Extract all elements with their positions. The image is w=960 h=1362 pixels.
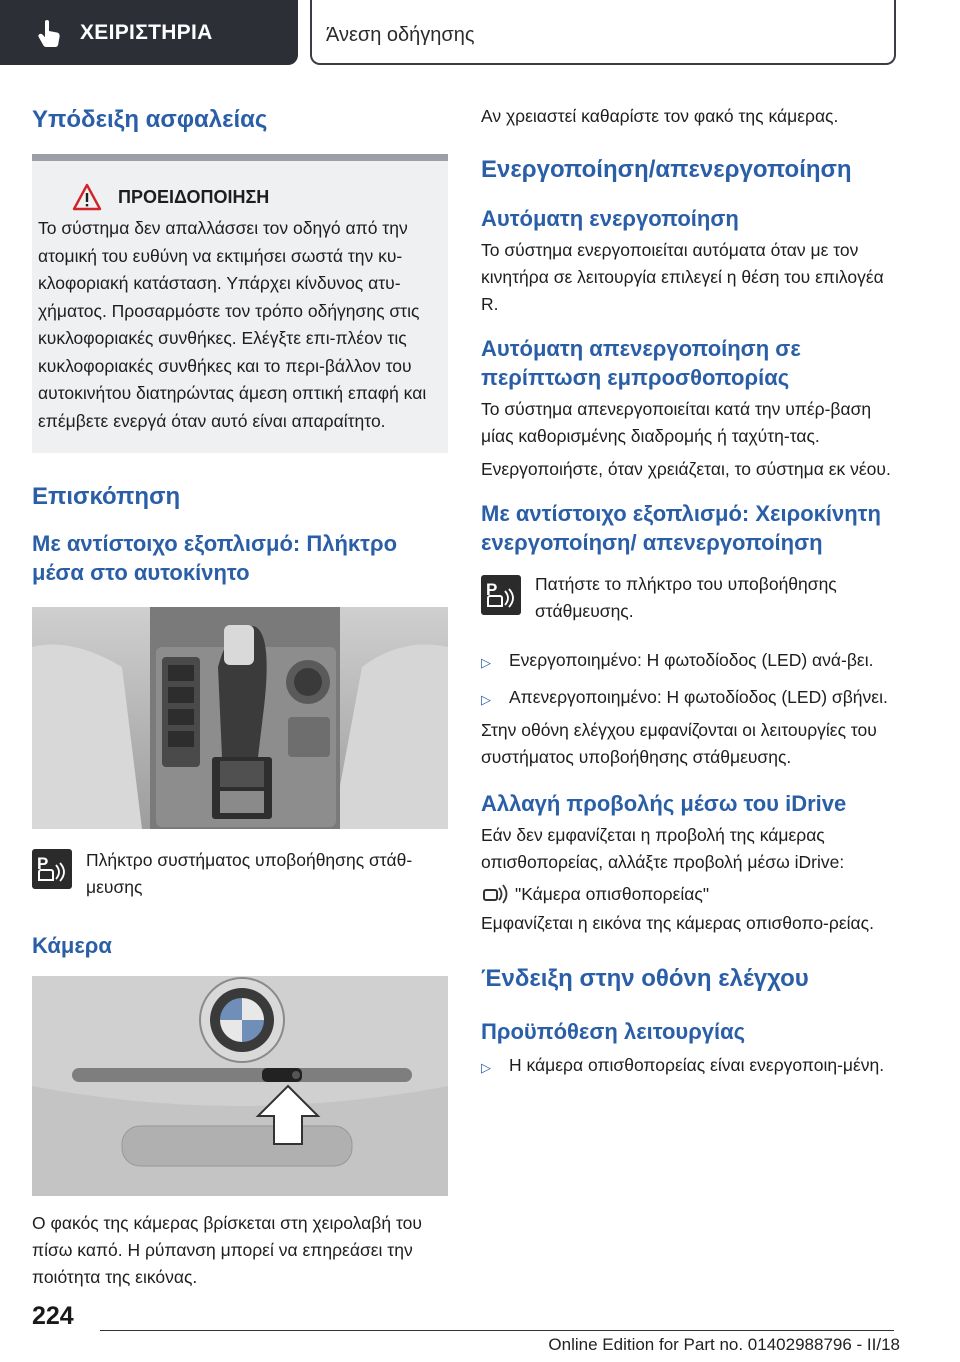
auto-on-text: Το σύστημα ενεργοποιείται αυτόματα όταν με τον κινητήρα σε λειτουργία επιλεγεί η θέση του επιλογέα R.: [481, 240, 884, 314]
warning-header: [38, 183, 434, 211]
camera-view-icon: [481, 882, 509, 906]
park-distance-control-icon: P: [481, 575, 521, 615]
console-illustration: [32, 607, 448, 829]
center-console-photo: [32, 607, 448, 829]
edition-text: Online Edition for Part no. 01402988796 - II/18: [548, 1335, 900, 1354]
warning-box: [32, 161, 448, 453]
section-title: Άνεση οδήγησης: [326, 24, 475, 46]
auto-off-text-1: Το σύστημα απενεργοποιείται κατά την υπέρ-βαση μίας καθορισμένης διαδρομής ή ταχύτη-τας.: [481, 399, 872, 446]
left-column: [32, 100, 448, 1291]
warning-triangle-icon: [72, 183, 102, 211]
camera-heading: Κάμερα: [32, 933, 112, 958]
right-column: [481, 100, 895, 1081]
bullet-activated: [481, 647, 895, 676]
pdc-button-row: [32, 849, 448, 901]
chapter-title: ΧΕΙΡΙΣΤΗΡΙΑ: [80, 20, 213, 44]
park-distance-control-icon: P: [32, 849, 72, 889]
section-header: [310, 0, 896, 65]
safety-heading: Υπόδειξη ασφαλείας: [32, 106, 268, 133]
tailgate-illustration: [32, 976, 448, 1196]
footer-divider: [100, 1330, 894, 1331]
manual-heading: Με αντίστοιχο εξοπλισμό: Χειροκίνητη ενεργοποίηση/ απενεργοποίηση: [481, 501, 881, 555]
bullet-activated-text: Ενεργοποιημένο: Η φωτοδίοδος (LED) ανά-βει.: [509, 650, 874, 670]
auto-on-heading: Αυτόματη ενεργοποίηση: [481, 206, 739, 231]
idrive-result: Εμφανίζεται η εικόνα της κάμερας οπισθοπο-ρείας.: [481, 913, 874, 933]
warning-title: ΠΡΟΕΙΔΟΠΟΙΗΣΗ: [118, 186, 270, 207]
hand-pointer-icon: [34, 18, 64, 48]
bullet-deactivated-text: Απενεργοποιημένο: Η φωτοδίοδος (LED) σβήνει.: [509, 687, 888, 707]
idrive-menu-row: [481, 882, 895, 906]
functions-text: Στην οθόνη ελέγχου εμφανίζονται οι λειτουργίες του συστήματος υποβοήθησης στάθμευσης.: [481, 720, 877, 767]
camera-clean-text: Αν χρειαστεί καθαρίστε τον φακό της κάμερας.: [481, 106, 839, 126]
bullet-prereq: [481, 1052, 895, 1081]
bullet-icon: ▷: [481, 655, 491, 670]
bullet-icon: ▷: [481, 1060, 491, 1075]
button-heading: Με αντίστοιχο εξοπλισμό: Πλήκτρο μέσα στο αυτοκίνητο: [32, 531, 398, 585]
auto-off-heading: Αυτόματη απενεργοποίηση σε περίπτωση εμπροσθοπορίας: [481, 336, 801, 390]
display-heading: Ένδειξη στην οθόνη ελέγχου: [481, 965, 809, 992]
bullet-prereq-text: Η κάμερα οπισθοπορείας είναι ενεργοποιη-μένη.: [509, 1055, 885, 1075]
idrive-text: Εάν δεν εμφανίζεται η προβολή της κάμερας οπισθοπορείας, αλλάξτε προβολή μέσω iDrive:: [481, 825, 845, 872]
idrive-menu-item: "Κάμερα οπισθοπορείας": [515, 883, 710, 904]
overview-heading: Επισκόπηση: [32, 483, 181, 510]
camera-text: Ο φακός της κάμερας βρίσκεται στη χειρολαβή του πίσω καπό. Η ρύπανση μπορεί να επηρεάσει την ποιότητα της εικόνας.: [32, 1213, 422, 1287]
prereq-heading: Προϋπόθεση λειτουργίας: [481, 1019, 746, 1044]
tailgate-camera-photo: [32, 976, 448, 1196]
manual-text: Πατήστε το πλήκτρο του υποβοήθησης στάθμευσης.: [535, 574, 837, 621]
pdc-button-caption: Πλήκτρο συστήματος υποβοήθησης στάθ-μευσης: [86, 850, 413, 897]
activation-heading: Ενεργοποίηση/απενεργοποίηση: [481, 156, 852, 183]
chapter-tab[interactable]: [0, 0, 298, 65]
bullet-icon: ▷: [481, 692, 491, 707]
page-number: 224: [32, 1302, 74, 1330]
warning-text: Το σύστημα δεν απαλλάσσει τον οδηγό από την ατομική του ευθύνη να εκτιμήσει σωστά την κυ-κλοφοριακή κατάσταση. Υπάρχει κίνδυνος ατυ-χήματος. Προσαρμόστε τον τρόπο οδήγησης στις κυκλοφοριακές συνθήκες. Ελέγξτε επι-πλέον τις κυκλοφοριακές συνθήκες και το περι-βάλλον του αυτοκινήτου διατηρώντας άμεση οπτική επαφή και επέμβετε ενεργά όταν αυτό είναι απαραίτητο.: [38, 218, 427, 431]
bullet-deactivated: [481, 684, 895, 713]
pdc-press-row: [481, 575, 895, 625]
idrive-heading: Αλλαγή προβολής μέσω του iDrive: [481, 791, 847, 816]
auto-off-text-2: Ενεργοποιήστε, όταν χρειάζεται, το σύστημα εκ νέου.: [481, 459, 891, 479]
divider: [32, 154, 448, 161]
